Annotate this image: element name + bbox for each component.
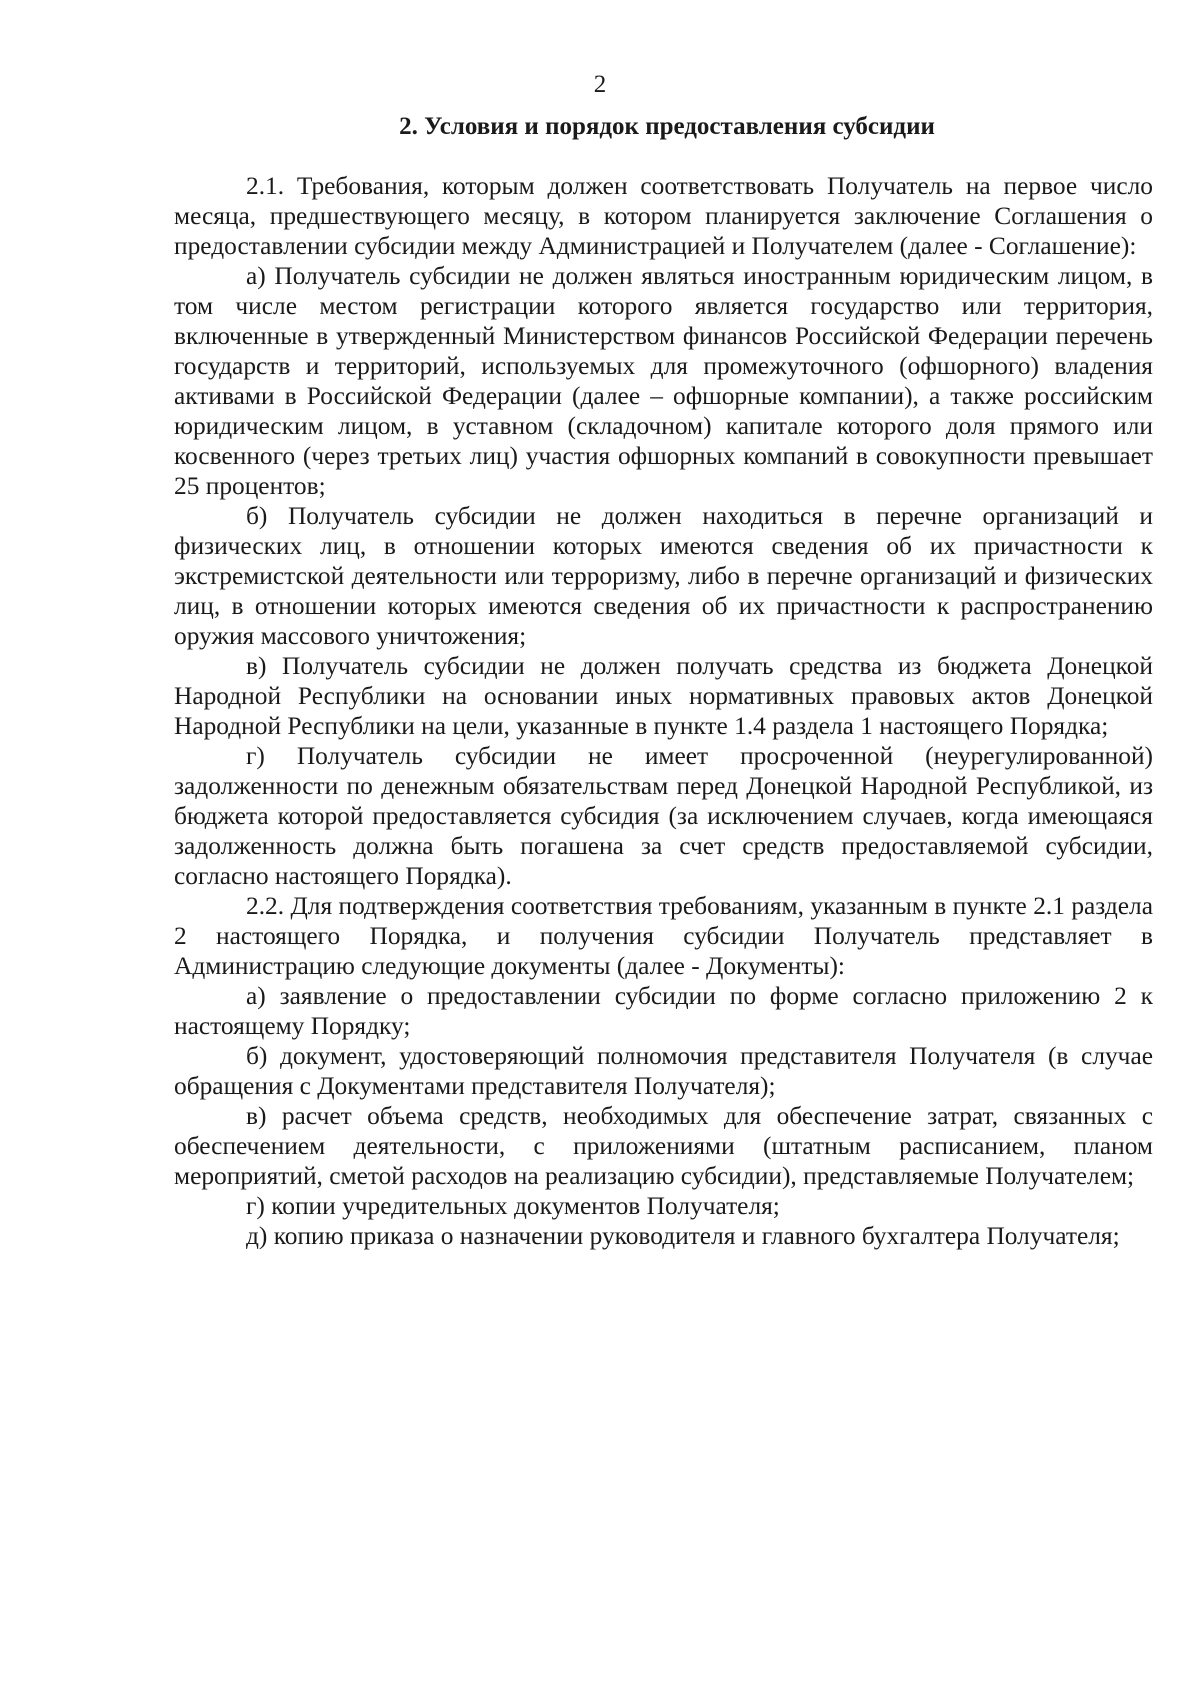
paragraph-2-2-g: г) копии учредительных документов Получателя; <box>246 1192 780 1220</box>
section-title: 2. Условия и порядок предоставления субсидии <box>399 113 935 140</box>
paragraph-2-2-v: в) расчет объема средств, необходимых для обеспечение затрат, связанных с обеспечением деятельности, с приложениями (штатным расписанием, планом мероприятий, сметой расходов на реализацию субсидии), представляемые Получателем; <box>174 1102 1153 1190</box>
paragraph-2-1-b: б) Получатель субсидии не должен находиться в перечне организаций и физических лиц, в отношении которых имеются сведения об их причастности к экстремистской деятельности или терроризму, либо в перечне организаций и физических лиц, в отношении которых имеются сведения об их причастности к распространению оружия массового уничтожения; <box>174 502 1153 650</box>
paragraph-2-1-a: а) Получатель субсидии не должен являться иностранным юридическим лицом, в том числе местом регистрации которого является государство или территория, включенные в утвержденный Министерством финансов Российской Федерации перечень государств и территорий, используемых для промежуточного (офшорного) владения активами в Российской Федерации (далее – офшорные компании), а также российским юридическим лицом, в уставном (складочном) капитале которого доля прямого или косвенного (через третьих лиц) участия офшорных компаний в совокупности превышает 25 процентов; <box>174 262 1153 500</box>
paragraph-2-1-g: г) Получатель субсидии не имеет просроченной (неурегулированной) задолженности по денежным обязательствам перед Донецкой Народной Республикой, из бюджета которой предоставляется субсидия (за исключением случаев, когда имеющаяся задолженность должна быть погашена за счет средств предоставляемой субсидии, согласно настоящего Порядка). <box>174 742 1153 890</box>
document-body <box>174 171 1153 1251</box>
paragraph-2-1: 2.1. Требования, которым должен соответствовать Получатель на первое число месяца, предшествующего месяцу, в котором планируется заключение Соглашения о предоставлении субсидии между Администрацией и Получателем (далее - Соглашение): <box>174 172 1153 260</box>
paragraph-2-1-v: в) Получатель субсидии не должен получать средства из бюджета Донецкой Народной Республики на основании иных нормативных правовых актов Донецкой Народной Республики на цели, указанные в пункте 1.4 раздела 1 настоящего Порядка; <box>174 652 1153 740</box>
paragraph-2-2: 2.2. Для подтверждения соответствия требованиям, указанным в пункте 2.1 раздела 2 настоящего Порядка, и получения субсидии Получатель представляет в Администрацию следующие документы (далее - Документы): <box>174 892 1153 980</box>
paragraph-2-2-b: б) документ, удостоверяющий полномочия представителя Получателя (в случае обращения с Документами представителя Получателя); <box>174 1042 1153 1100</box>
paragraph-2-2-d: д) копию приказа о назначении руководителя и главного бухгалтера Получателя; <box>246 1222 1120 1250</box>
page-number: 2 <box>593 71 607 98</box>
paragraph-2-2-a: а) заявление о предоставлении субсидии по форме согласно приложению 2 к настоящему Порядку; <box>174 982 1153 1040</box>
